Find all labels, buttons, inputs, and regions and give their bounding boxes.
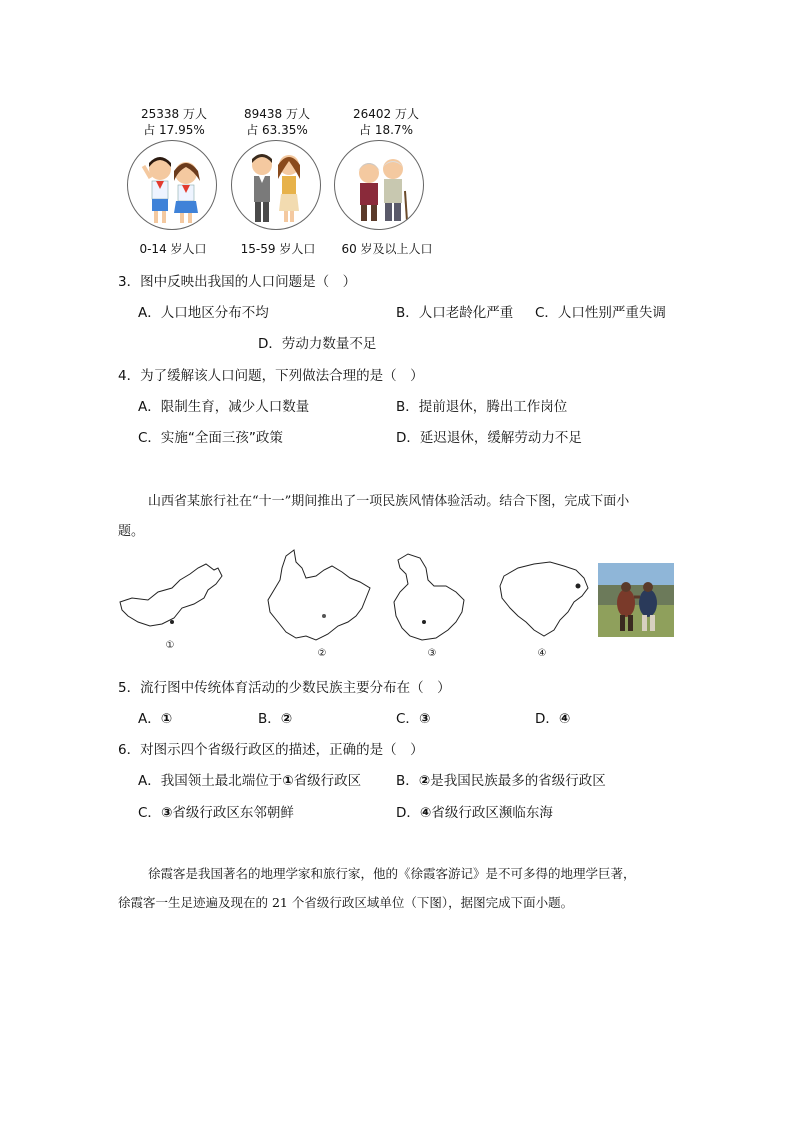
q6-option-a-rest: 省级行政区 — [293, 773, 362, 789]
q6-option-a-num: ① — [282, 773, 294, 789]
map-label-3: ③ — [427, 648, 437, 659]
q6-option-d[interactable] — [396, 801, 553, 821]
q3-option-b[interactable]: B．人口老龄化严重 — [396, 305, 514, 321]
group-0-count: 25338 万人 — [141, 107, 207, 121]
q6-stem: 6．对图示四个省级行政区的描述，正确的是（ ） — [118, 742, 424, 758]
group-0-share: 占 17.95% — [143, 123, 205, 137]
q5-option-a-num: ① — [160, 711, 173, 727]
q5-option-c[interactable] — [396, 707, 430, 727]
q6-option-b-num: ② — [418, 773, 431, 789]
q6-option-c-letter: C． — [138, 805, 161, 821]
province-map-3 — [390, 550, 470, 645]
q5-option-a[interactable] — [138, 707, 172, 727]
q6-option-c-rest: 省级行政区东邻朝鲜 — [172, 805, 294, 821]
q5-option-b-letter: B． — [258, 711, 281, 727]
q5-option-d[interactable] — [535, 707, 570, 727]
passage-1-line-1: 山西省某旅行社在“十一”期间推出了一项民族风情体验活动。结合下图，完成下面小 — [148, 494, 630, 509]
q3-option-c[interactable]: C．人口性别严重失调 — [535, 305, 666, 321]
children-illustration — [127, 140, 217, 230]
q5-option-a-letter: A． — [138, 711, 161, 727]
q4-option-d[interactable]: D．延迟退休，缓解劳动力不足 — [396, 430, 582, 446]
q5-option-c-num: ③ — [418, 711, 431, 727]
q4-stem: 4．为了缓解该人口问题，下列做法合理的是（ ） — [118, 368, 424, 384]
q5-option-d-letter: D． — [535, 711, 559, 727]
passage-2-line-1: 徐霞客是我国著名的地理学家和旅行家，他的《徐霞客游记》是不可多得的地理学巨著， — [148, 866, 636, 881]
group-2-count: 26402 万人 — [353, 107, 419, 121]
q4-option-a[interactable]: A．限制生育，减少人口数量 — [138, 399, 310, 415]
q6-option-c-num: ③ — [160, 805, 173, 821]
q6-option-b-letter: B． — [396, 773, 419, 789]
q6-option-b[interactable] — [396, 769, 606, 789]
q3-stem: 3．图中反映出我国的人口问题是（ ） — [118, 274, 357, 290]
map-label-2: ② — [317, 648, 327, 659]
q6-option-d-letter: D． — [396, 805, 420, 821]
wrestling-photo — [598, 563, 674, 637]
q6-option-d-rest: 省级行政区濒临东海 — [431, 805, 553, 821]
q6-option-a-letter: A．我国领土最北端位于 — [138, 773, 283, 789]
map-label-4: ④ — [537, 648, 547, 659]
group-1-count: 89438 万人 — [244, 107, 310, 121]
q5-option-b-num: ② — [280, 711, 293, 727]
q6-option-b-rest: 是我国民族最多的省级行政区 — [430, 773, 606, 789]
group-2-label: 60 岁及以上人口 — [341, 242, 433, 256]
group-2-share: 占 18.7% — [359, 123, 413, 137]
province-map-2 — [266, 548, 376, 648]
group-1-share: 占 63.35% — [246, 123, 308, 137]
q5-option-d-num: ④ — [558, 711, 571, 727]
province-map-1 — [118, 560, 228, 640]
q6-option-a[interactable] — [138, 769, 361, 789]
q6-option-c[interactable] — [138, 801, 294, 821]
map-label-1: ① — [165, 640, 175, 651]
elderly-illustration — [334, 140, 424, 230]
q4-option-b[interactable]: B．提前退休，腾出工作岗位 — [396, 399, 568, 415]
q4-option-c[interactable]: C．实施“全面三孩”政策 — [138, 430, 283, 446]
group-0-label: 0-14 岁人口 — [139, 242, 207, 256]
q5-stem: 5．流行图中传统体育活动的少数民族主要分布在（ ） — [118, 680, 451, 696]
q3-option-a[interactable]: A．人口地区分布不均 — [138, 305, 269, 321]
q5-option-c-letter: C． — [396, 711, 419, 727]
q3-option-d[interactable]: D．劳动力数量不足 — [258, 336, 377, 352]
q6-option-d-num: ④ — [419, 805, 432, 821]
adults-illustration — [231, 140, 321, 230]
group-1-label: 15-59 岁人口 — [240, 242, 316, 256]
passage-1-line-2: 题。 — [118, 524, 145, 539]
passage-2-line-2: 徐霞客一生足迹遍及现在的 21 个省级行政区域单位（下图），据图完成下面小题。 — [118, 895, 574, 910]
q5-option-b[interactable] — [258, 707, 292, 727]
province-map-4 — [498, 558, 593, 648]
